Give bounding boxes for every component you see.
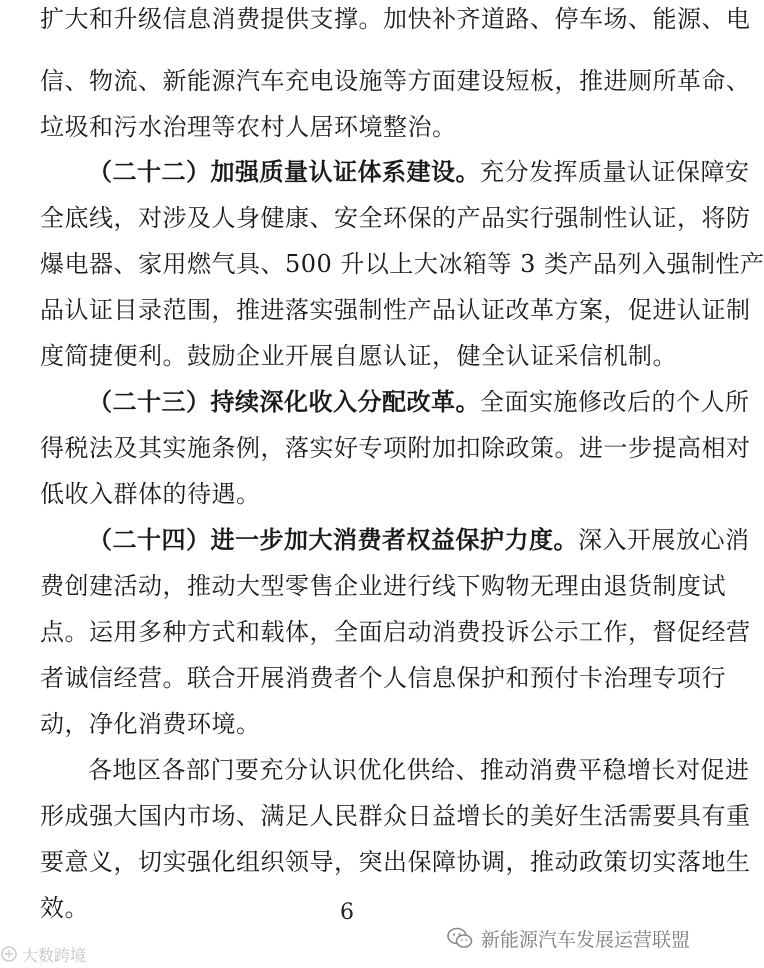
section-heading: （二十二）加强质量认证体系建设。 xyxy=(88,158,480,186)
text-line: 者诚信经营。联合开展消费者个人信息保护和预付卡治理专项行 xyxy=(40,664,726,692)
watermark-right xyxy=(447,924,690,952)
page-number: 6 xyxy=(340,900,354,925)
text-line: 低收入群体的待遇。 xyxy=(40,480,261,508)
paragraph-first-line xyxy=(88,388,750,416)
text-line: 全底线，对涉及人身健康、安全环保的产品实行强制性认证，将防 xyxy=(40,204,751,232)
paragraph-first-line xyxy=(88,526,750,554)
text-line: 得税法及其实施条例，落实好专项附加扣除政策。进一步提高相对 xyxy=(40,434,751,462)
text-line: 要意义，切实强化组织领导，突出保障协调，推动政策切实落地生 xyxy=(40,848,751,876)
paragraph-text: 充分发挥质量认证保障安 xyxy=(480,158,750,186)
sign-icon xyxy=(0,945,18,963)
text-line: 爆电器、家用燃气具、500 升以上大冰箱等 3 类产品列入强制性产 xyxy=(40,250,764,278)
paragraph-text: 全面实施修改后的个人所 xyxy=(480,388,750,416)
text-line: 动，净化消费环境。 xyxy=(40,710,261,738)
text-line: 各地区各部门要充分认识优化供给、推动消费平稳增长对促进 xyxy=(88,756,750,784)
text-line: 信、物流、新能源汽车充电设施等方面建设短板，推进厕所革命、 xyxy=(40,67,751,95)
watermark-left xyxy=(0,942,86,966)
paragraph-first-line xyxy=(88,158,750,186)
text-line: 度简捷便利。鼓励企业开展自愿认证，健全认证采信机制。 xyxy=(40,342,677,370)
watermark-right-text: 新能源汽车发展运营联盟 xyxy=(480,928,690,951)
text-line: 效。 xyxy=(40,894,89,922)
text-line: 品认证目录范围，推进落实强制性产品认证改革方案，促进认证制 xyxy=(40,296,751,324)
text-line: 形成强大国内市场、满足人民群众日益增长的美好生活需要具有重 xyxy=(40,802,751,830)
watermark-left-text: 大数跨境 xyxy=(22,945,87,965)
section-heading: （二十四）进一步加大消费者权益保护力度。 xyxy=(88,526,578,554)
paragraph-text: 深入开展放心消 xyxy=(578,526,750,554)
section-heading: （二十三）持续深化收入分配改革。 xyxy=(88,388,480,416)
wechat-icon xyxy=(447,927,473,949)
text-line: 费创建活动，推动大型零售企业进行线下购物无理由退货制度试 xyxy=(40,572,726,600)
text-line: 扩大和升级信息消费提供支撑。加快补齐道路、停车场、能源、电 xyxy=(40,5,751,33)
text-line: 垃圾和污水治理等农村人居环境整治。 xyxy=(40,113,457,141)
text-line: 点。运用多种方式和载体，全面启动消费投诉公示工作，督促经营 xyxy=(40,618,751,646)
